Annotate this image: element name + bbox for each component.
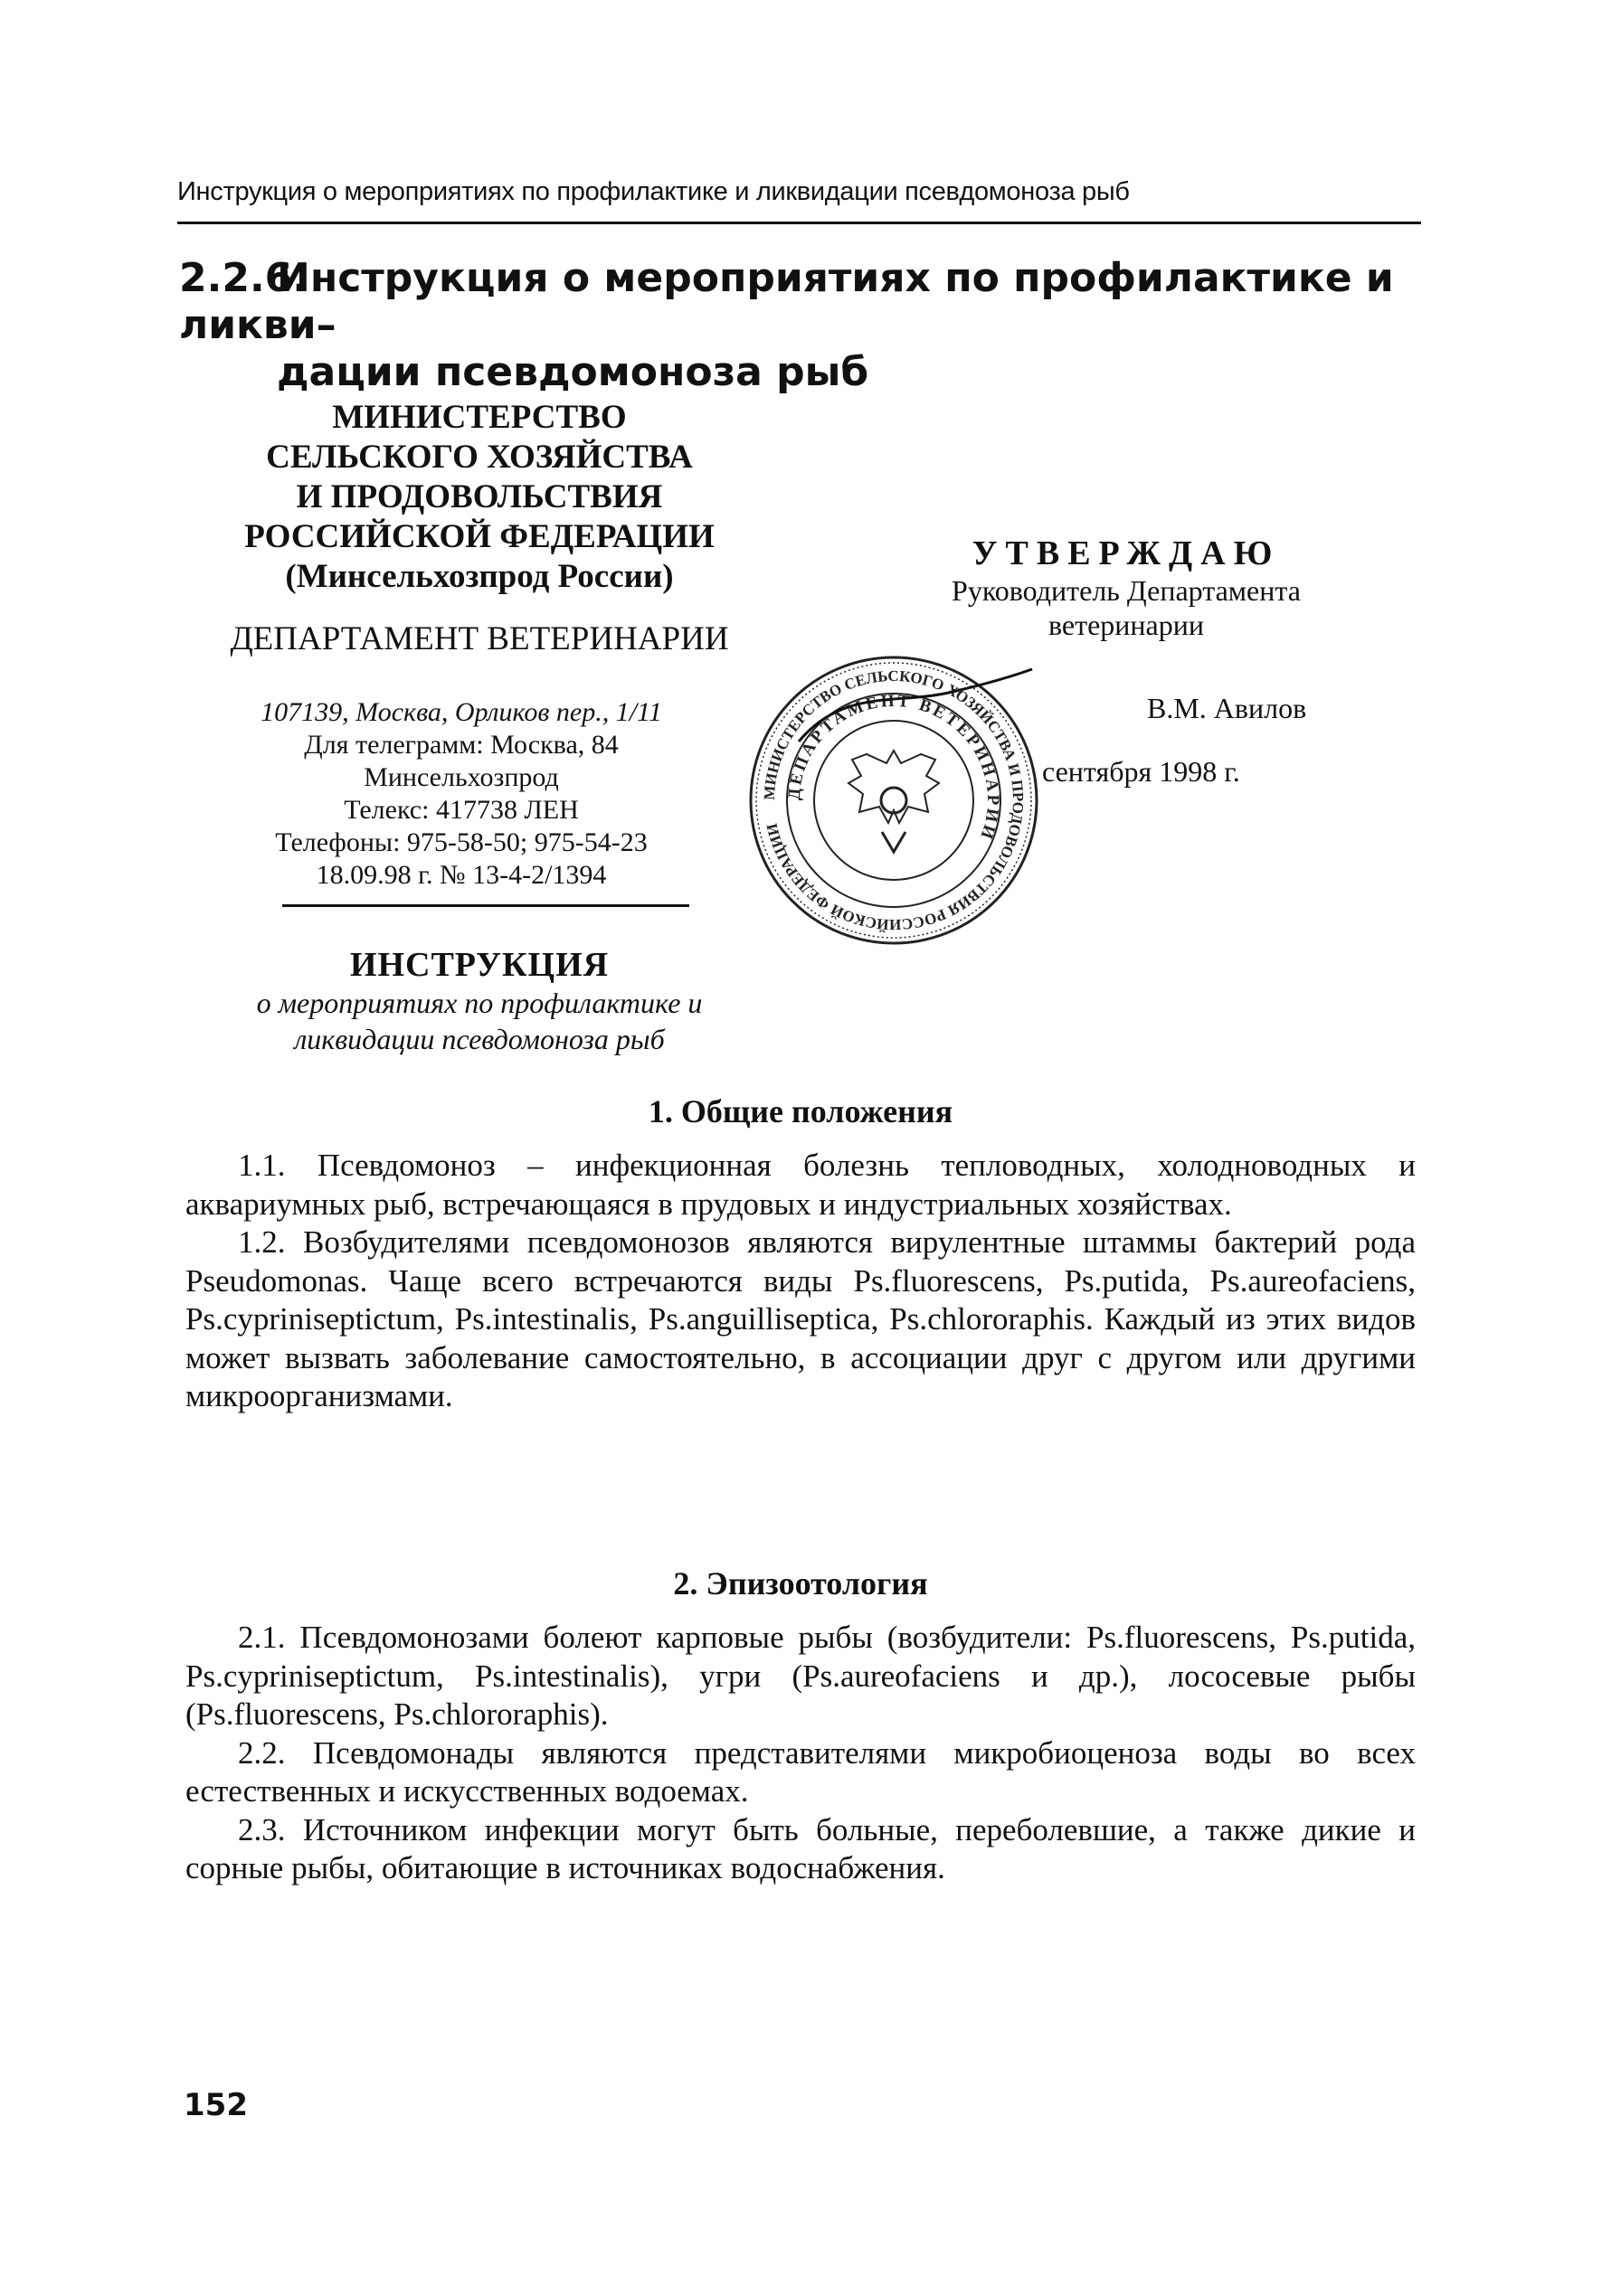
eagle-emblem-icon [848, 751, 939, 852]
section-title-line1: Инструкция о мероприятиях по профилактике и ликви– [179, 255, 1394, 348]
approval-role-line2: ветеринарии [1047, 609, 1204, 641]
section-heading-epizootology: 2. Эпизоотология [673, 1565, 928, 1602]
paragraph: 2.3. Источником инфекции могут быть больные, переболевшие, а также дикие и сорные рыбы, обитающие в источниках водоснабжения. [185, 1811, 1416, 1885]
ministry-line: И ПРОДОВОЛЬСТВИЯ [296, 478, 663, 515]
address-line: Для телеграмм: Москва, 84 [304, 730, 619, 760]
paragraph: 2.1. Псевдомонозами болеют карповые рыбы (возбудители: Ps.fluorescens, Ps.putida, Ps.cypriniseptictum, Ps.intestinalis), угри (Ps.aureofaciens и др.), лососевые рыбы (Ps.fluorescens, Ps.chlororaphis). [185, 1620, 1416, 1732]
stamp-outer-text: МИНИСТЕРСТВО СЕЛЬСКОГО ХОЗЯЙСТВА И ПРОДОВОЛЬСТВИЯ РОССИЙСКОЙ ФЕДЕРАЦИИ [760, 666, 1028, 934]
document-subtitle-line1: о мероприятиях по профилактике и [256, 987, 703, 1019]
ministry-line: РОССИЙСКОЙ ФЕДЕРАЦИИ [244, 518, 715, 555]
ministry-line: СЕЛЬСКОГО ХОЗЯЙСТВА [266, 439, 693, 476]
official-stamp [744, 651, 1043, 950]
address-line: Минсельхозпрод [364, 762, 559, 792]
approval-date: сентября 1998 г. [1042, 755, 1240, 788]
ministry-short-name: (Минсельхозпрод России) [285, 558, 674, 595]
section-body-general [185, 1147, 1416, 1416]
document-subtitle-line2: ликвидации псевдомоноза рыб [294, 1023, 665, 1055]
ministry-block [181, 398, 778, 597]
section-heading-general: 1. Общие положения [648, 1093, 953, 1129]
address-block [226, 696, 697, 892]
stamp-inner-text: ДЕПАРТАМЕНТ ВЕТЕРИНАРИИ [784, 691, 1003, 844]
document-title: ИНСТРУКЦИЯ [349, 946, 610, 984]
address-line: 107139, Москва, Орликов пер., 1/11 [261, 697, 662, 727]
department-name: ДЕПАРТАМЕНТ ВЕТЕРИНАРИИ [230, 620, 729, 657]
approval-title: УТВЕРЖДАЮ [972, 534, 1281, 572]
section-title-line2: дации псевдомоноза рыб [277, 349, 869, 395]
running-header: Инструкция о мероприятиях по профилактике и ликвидации псевдомоноза рыб [177, 177, 1130, 206]
paragraph: 2.2. Псевдомонады являются представителями микробиоценоза воды во всех естественных и искусственных водоемах. [185, 1734, 1416, 1809]
section-heading [179, 255, 1418, 396]
document-title-block [181, 945, 778, 1057]
paragraph: 1.2. Возбудителями псевдомонозов являются вирулентные штаммы бактерий рода Pseudomonas. Чаще всего встречаются виды Ps.fluorescens, Ps.putida, Ps.aureofaciens, Ps.cypriniseptictum, Ps.intestinalis, Ps.anguilliseptica, Ps.chlororaphis. Каждый из этих видов может вызвать заболевание самостоятельно, в ассоциации друг с другом или другими микроорганизмами. [185, 1224, 1416, 1413]
approval-role-line1: Руководитель Департамента [952, 574, 1301, 607]
paragraph: 1.1. Псевдомоноз – инфекционная болезнь тепловодных, холодноводных и аквариумных рыб, встречающаяся в прудовых и индустриальных хозяйствах. [185, 1148, 1416, 1222]
section-number: 2.2.6. [179, 255, 308, 301]
header-rule [177, 222, 1421, 224]
address-line: Телекс: 417738 ЛЕН [344, 795, 579, 825]
ministry-line: МИНИСТЕРСТВО [332, 399, 627, 436]
address-rule [282, 904, 689, 907]
section-body-epizootology [185, 1619, 1416, 1888]
signer-name: В.М. Авилов [1147, 692, 1307, 724]
address-line: Телефоны: 975-58-50; 975-54-23 [275, 827, 648, 857]
approval-block [868, 534, 1384, 642]
page-number: 152 [184, 2087, 248, 2123]
stamp-inner-ring [814, 721, 973, 880]
address-line: 18.09.98 г. № 13-4-2/1394 [316, 860, 607, 890]
